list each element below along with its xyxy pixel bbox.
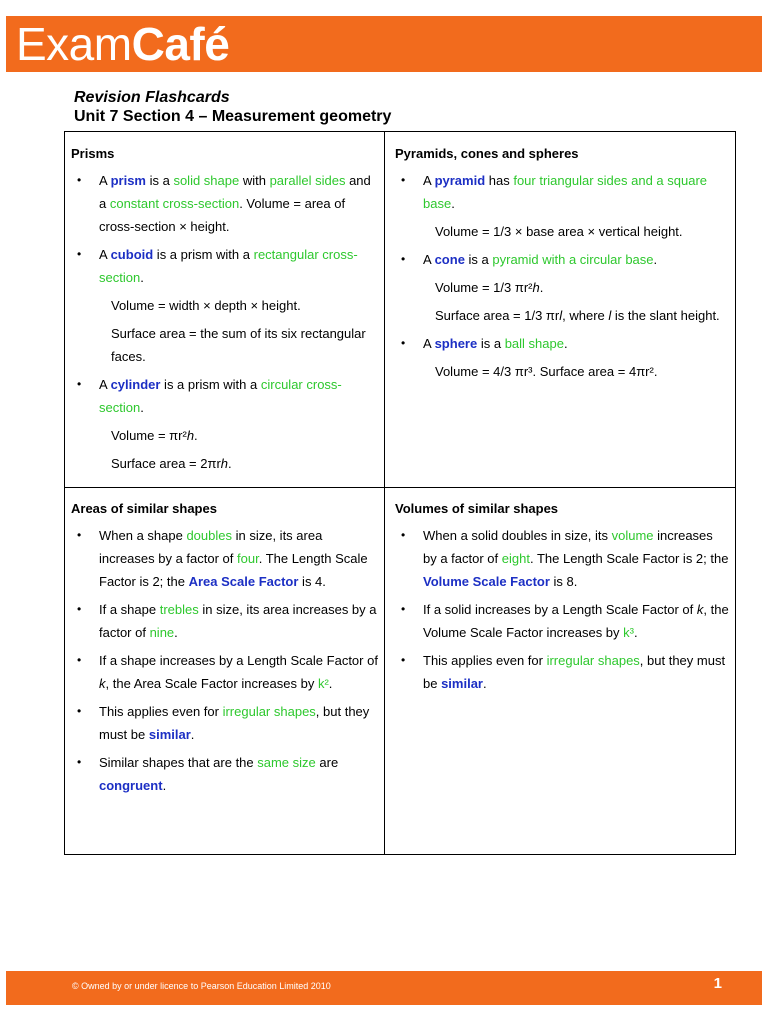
highlight-text: same size — [257, 755, 316, 770]
text-run: l — [559, 308, 563, 323]
text-run: Surface area = the sum of its six rectangular faces. — [111, 326, 366, 364]
cell-areas-similar-shapes — [65, 488, 385, 854]
text-run: is a — [477, 336, 505, 351]
text-run: . — [228, 456, 232, 471]
text-run: increases by a factor of — [423, 528, 713, 566]
cell-pyramids-cones-spheres — [385, 132, 735, 488]
text-run: . — [653, 252, 658, 267]
bullet-item — [71, 373, 378, 419]
text-run: , but they must be — [99, 704, 370, 742]
text-run: h — [186, 428, 195, 443]
highlight-text: constant cross-section — [109, 196, 240, 211]
text-run: . — [190, 727, 195, 742]
text-run: . — [634, 625, 638, 640]
key-term: congruent — [99, 778, 163, 793]
bullet-icon: • — [401, 252, 406, 266]
footer-bar — [6, 971, 762, 1005]
text-run: . — [539, 280, 544, 295]
text-run: and a — [99, 173, 371, 211]
text-run: A — [99, 173, 111, 188]
bullet-item — [71, 598, 378, 644]
text-run: is a — [464, 252, 493, 267]
bullet-icon: • — [77, 704, 82, 718]
text-run: . — [140, 270, 144, 285]
text-run: has — [485, 173, 514, 188]
text-run: . — [451, 196, 455, 211]
highlight-text: four triangular sides and a square base — [423, 173, 708, 211]
cell-heading: Volumes of similar shapes — [395, 501, 559, 516]
text-run: is the slant height. — [611, 308, 720, 323]
copyright-notice: © Owned by or under licence to Pearson Education Limited 2010 — [72, 981, 331, 991]
text-run: A — [423, 252, 435, 267]
bullet-item — [71, 700, 378, 746]
bullet-item — [395, 248, 729, 271]
text-run: A — [423, 336, 435, 351]
bullet-item — [71, 243, 378, 289]
text-run: A — [99, 247, 111, 262]
bullet-item — [71, 524, 378, 593]
text-run: are — [315, 755, 339, 770]
text-run: . — [174, 625, 178, 640]
text-run: A — [423, 173, 435, 188]
key-term: cylinder — [110, 377, 161, 392]
highlight-text: nine — [149, 625, 175, 640]
highlight-text: k³ — [623, 625, 634, 640]
text-run: Volume = width × depth × height. — [111, 298, 301, 313]
formula-line — [395, 220, 729, 243]
text-run: is a prism with a — [153, 247, 254, 262]
key-term: cuboid — [110, 247, 154, 262]
formula-line — [395, 360, 729, 383]
header-banner — [6, 16, 762, 72]
text-run: h — [220, 456, 229, 471]
text-run: If a shape increases by a Length Scale Factor of — [99, 653, 378, 668]
bullet-item — [395, 649, 729, 695]
document-title-line2: Unit 7 Section 4 – Measurement geometry — [74, 108, 392, 125]
highlight-text: ball shape — [504, 336, 564, 351]
text-run: l — [608, 308, 612, 323]
text-run: A — [99, 377, 111, 392]
text-run: When a solid doubles in size, its — [423, 528, 612, 543]
formula-line — [395, 276, 729, 299]
highlight-text: pyramid with a circular base — [492, 252, 654, 267]
formula-line — [71, 452, 378, 475]
cell-heading: Areas of similar shapes — [71, 501, 217, 516]
bullet-icon: • — [77, 173, 82, 187]
bullet-icon: • — [401, 602, 406, 616]
text-run: , the Area Scale Factor increases by — [105, 676, 318, 691]
cell-prisms — [65, 132, 385, 488]
text-run: is 4. — [298, 574, 326, 589]
bullet-icon: • — [77, 653, 82, 667]
document-title-line1: Revision Flashcards — [74, 89, 230, 106]
text-run: Volume = 1/3 πr² — [435, 280, 533, 295]
text-run: . — [328, 676, 333, 691]
brand-logo-part1: Exam — [16, 18, 132, 70]
text-run: in size, its area increases by a factor of — [99, 528, 323, 566]
page-number: 1 — [713, 975, 722, 992]
text-run: is a prism with a — [160, 377, 261, 392]
highlight-text: irregular shapes — [546, 653, 640, 668]
bullet-item — [71, 751, 378, 797]
bullet-item — [395, 524, 729, 593]
bullet-item — [71, 649, 378, 695]
bullet-item — [71, 169, 378, 238]
text-run: h — [532, 280, 540, 295]
document-title — [74, 88, 391, 126]
formula-line — [395, 304, 729, 327]
bullet-icon: • — [401, 653, 406, 667]
bullet-icon: • — [77, 377, 82, 391]
text-run: . — [194, 428, 198, 443]
highlight-text: four — [237, 551, 259, 566]
text-run: If a shape — [99, 602, 160, 617]
cell-heading: Prisms — [71, 146, 115, 161]
formula-line — [71, 294, 378, 317]
text-run: If a solid increases by a Length Scale Factor of — [423, 602, 697, 617]
text-run: is 8. — [549, 574, 578, 589]
text-run: This applies even for — [99, 704, 223, 719]
text-run: Volume = 4/3 πr³. Surface area = 4πr². — [435, 364, 658, 379]
highlight-text: rectangular cross-section — [99, 247, 358, 285]
bullet-icon: • — [77, 528, 82, 542]
text-run: , the Volume Scale Factor increases by — [423, 602, 729, 640]
bullet-icon: • — [77, 602, 82, 616]
text-run: Surface area = 1/3 πr — [435, 308, 560, 323]
highlight-text: circular cross-section — [99, 377, 342, 415]
text-run: . — [483, 676, 487, 691]
cell-heading: Pyramids, cones and spheres — [395, 146, 579, 161]
key-term: Volume Scale Factor — [423, 574, 550, 589]
text-run: with — [239, 173, 270, 188]
formula-line — [71, 424, 378, 447]
highlight-text: trebles — [159, 602, 199, 617]
brand-logo — [16, 18, 229, 70]
highlight-text: eight — [501, 551, 530, 566]
bullet-icon: • — [77, 755, 82, 769]
text-run: Similar shapes that are the — [99, 755, 258, 770]
key-term: prism — [110, 173, 146, 188]
highlight-text: doubles — [186, 528, 232, 543]
text-run: . — [162, 778, 167, 793]
highlight-text: k² — [317, 676, 329, 691]
bullet-icon: • — [401, 528, 406, 542]
text-run: , where — [562, 308, 609, 323]
key-term: pyramid — [434, 173, 486, 188]
text-run: . — [140, 400, 144, 415]
highlight-text: volume — [611, 528, 654, 543]
bullet-item — [395, 332, 729, 355]
cell-volumes-similar-shapes — [385, 488, 735, 854]
text-run: Volume = πr² — [111, 428, 187, 443]
bullet-item — [395, 169, 729, 215]
text-run: , but they must be — [423, 653, 726, 691]
formula-line — [71, 322, 378, 368]
highlight-text: solid shape — [173, 173, 240, 188]
text-run: k — [696, 602, 704, 617]
text-run: This applies even for — [423, 653, 547, 668]
text-run: . — [563, 336, 568, 351]
brand-logo-part2: Café — [131, 18, 230, 70]
bullet-item — [395, 598, 729, 644]
bullet-icon: • — [401, 173, 406, 187]
highlight-text: parallel sides — [269, 173, 346, 188]
key-term: similar — [441, 676, 483, 691]
text-run: . The Length Scale Factor is 2; the — [529, 551, 729, 566]
text-run: in size, its area increases by a factor of — [99, 602, 377, 640]
bullet-icon: • — [401, 336, 406, 350]
key-term: sphere — [434, 336, 478, 351]
text-run: Volume = 1/3 × base area × vertical height. — [435, 224, 683, 239]
key-term: similar — [148, 727, 191, 742]
text-run: is a — [145, 173, 174, 188]
text-run: Surface area = 2πr — [111, 456, 221, 471]
text-run: k — [99, 676, 106, 691]
highlight-text: irregular shapes — [222, 704, 316, 719]
text-run: . Volume = area of cross-section × height. — [99, 196, 346, 234]
flashcard-grid — [64, 131, 736, 855]
text-run: When a shape — [99, 528, 187, 543]
key-term: Area Scale Factor — [188, 574, 299, 589]
text-run: . The Length Scale Factor is 2; the — [99, 551, 368, 589]
bullet-icon: • — [77, 247, 82, 261]
key-term: cone — [434, 252, 465, 267]
